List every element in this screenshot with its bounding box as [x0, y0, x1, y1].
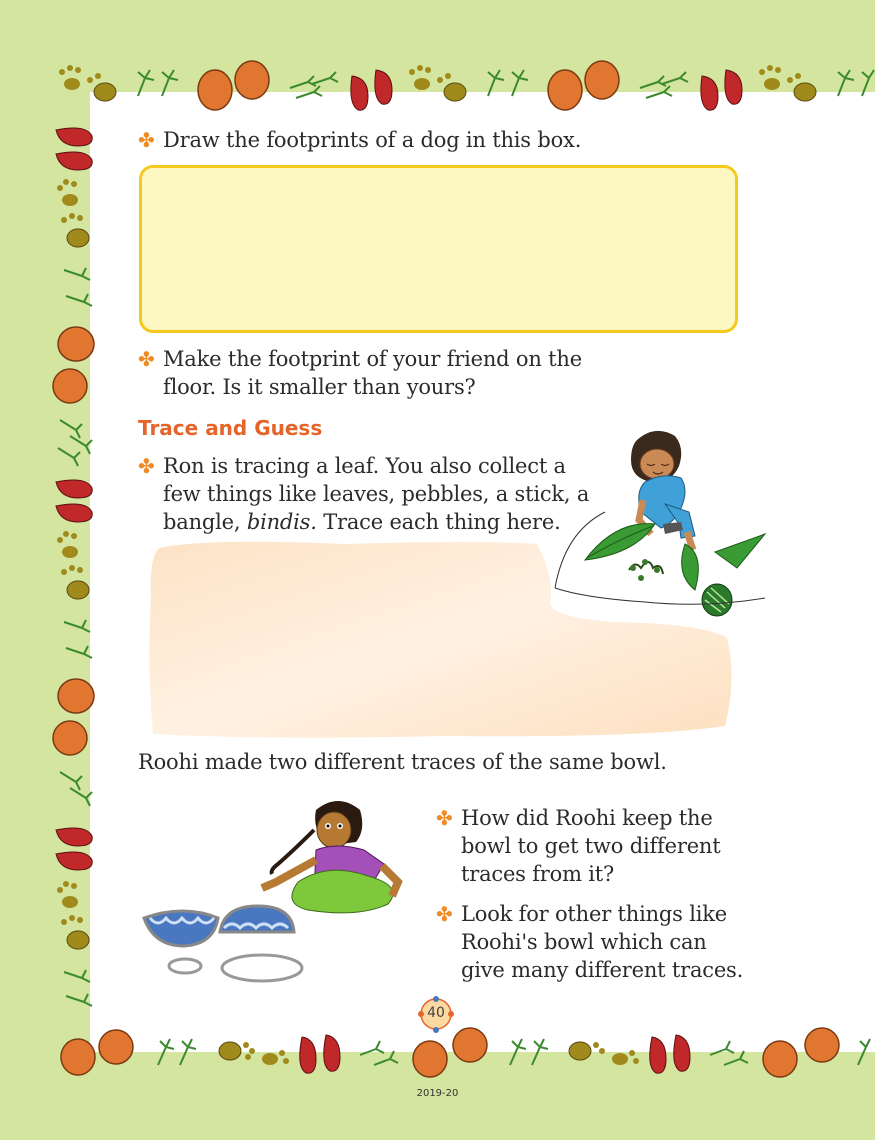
footprint-border-top [50, 58, 875, 118]
question-tracing-line3-b: Trace each thing here. [316, 510, 561, 534]
trace-area[interactable] [145, 538, 735, 743]
bird-foot-icon [838, 70, 874, 96]
footprint-icon [56, 828, 92, 870]
bullet-icon: ✤ [138, 454, 155, 478]
roohi-intro: Roohi made two different traces of the same bowl. [138, 750, 667, 774]
question-other-things-line2: Roohi's bowl which can [461, 930, 707, 954]
bird-foot-icon [488, 70, 528, 96]
bird-foot-icon [64, 970, 92, 1006]
question-friend-footprint-line2: floor. Is it smaller than yours? [163, 375, 476, 399]
bullet-icon: ✤ [138, 128, 155, 152]
footprint-icon [56, 480, 92, 522]
dog-paw-icon [57, 881, 89, 949]
footprint-icon [61, 1030, 133, 1075]
question-tracing-line2: few things like leaves, pebbles, a stick, a [163, 482, 590, 506]
dog-footprint-drawing-box[interactable] [139, 165, 738, 333]
dog-paw-icon [57, 531, 89, 599]
footprint-icon [198, 61, 269, 110]
dog-paw-icon [759, 65, 816, 101]
dog-paw-icon [409, 65, 466, 101]
footprint-icon [300, 1035, 340, 1073]
page-number: 40 [427, 1005, 445, 1021]
bullet-icon: ✤ [138, 347, 155, 371]
bullet-icon: ✤ [436, 806, 453, 830]
bird-foot-icon [290, 72, 338, 98]
bird-foot-icon [138, 70, 178, 96]
bird-foot-icon [60, 772, 92, 806]
footprint-icon [56, 128, 92, 170]
question-tracing-line3 [163, 508, 561, 536]
bird-foot-icon [710, 1041, 748, 1065]
bindis-word: bindis. [246, 510, 317, 534]
roohi-bowl-illustration [138, 790, 428, 990]
footer-year: 2019-20 [416, 1088, 459, 1099]
footprint-icon [53, 327, 94, 403]
footprint-icon [650, 1035, 690, 1073]
footprint-border-bottom [50, 1025, 875, 1085]
footprint-icon [763, 1028, 839, 1077]
bird-foot-icon [640, 72, 688, 98]
question-tracing-line3-a: bangle, [163, 510, 247, 534]
footprint-border-left [46, 120, 102, 1020]
question-friend-footprint-line1: Make the footprint of your friend on the [163, 347, 582, 371]
question-other-things-line1: Look for other things like [461, 902, 727, 926]
dog-paw-icon [59, 65, 116, 101]
dog-paw-icon [569, 1042, 639, 1065]
section-title: Trace and Guess [138, 416, 323, 440]
question-tracing-line1: Ron is tracing a leaf. You also collect a [163, 454, 566, 478]
bird-foot-icon [64, 620, 92, 658]
bird-foot-icon [64, 268, 92, 306]
dog-paw-icon [219, 1042, 289, 1065]
bird-foot-icon [858, 1039, 870, 1065]
question-roohi-bowl-line2: bowl to get two different [461, 834, 721, 858]
footprint-icon [53, 679, 94, 755]
question-roohi-bowl-line1: How did Roohi keep the [461, 806, 713, 830]
bird-foot-icon [158, 1039, 196, 1065]
footprint-icon [701, 70, 742, 110]
question-draw-dog-footprints: Draw the footprints of a dog in this box. [163, 128, 582, 152]
footprint-icon [548, 61, 619, 110]
bird-foot-icon [360, 1041, 398, 1065]
question-other-things-line3: give many different traces. [461, 958, 744, 982]
page-number-badge [415, 996, 457, 1036]
question-roohi-bowl-line3: traces from it? [461, 862, 615, 886]
bird-foot-icon [58, 420, 92, 466]
footprint-icon [351, 70, 392, 110]
bullet-icon: ✤ [436, 902, 453, 926]
dog-paw-icon [57, 179, 89, 247]
bird-foot-icon [510, 1039, 548, 1065]
